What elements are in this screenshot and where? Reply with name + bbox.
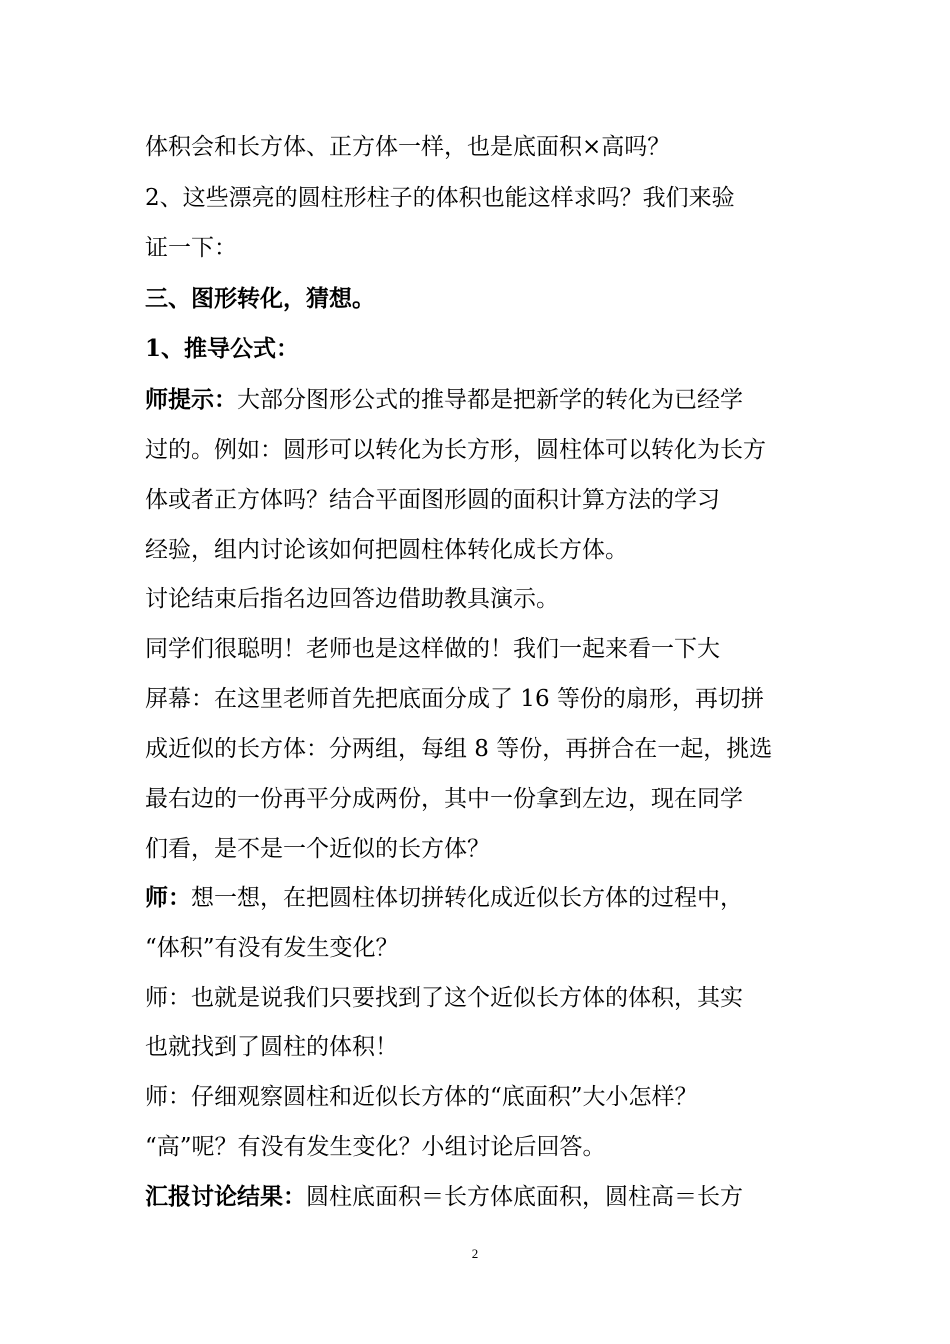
bold-lead: 汇报讨论结果： — [145, 1183, 306, 1210]
line-text: 同学们很聪明！老师也是这样做的！我们一起来看一下大 — [145, 636, 720, 662]
text-line — [145, 883, 815, 913]
bold-lead: 师： — [145, 884, 191, 911]
line-text: 过的。例如：圆形可以转化为长方形，圆柱体可以转化为长方 — [145, 437, 766, 463]
line-text: 2、这些漂亮的圆柱形柱子的体积也能这样求吗？我们来验 — [145, 185, 735, 211]
text-line — [145, 933, 815, 963]
text-line — [145, 132, 815, 162]
line-text: 屏幕：在这里老师首先把底面分成了 16 等份的扇形，再切拼 — [145, 686, 764, 712]
line-text: “高”呢？有没有发生变化？小组讨论后回答。 — [145, 1134, 606, 1160]
text-line — [145, 1182, 815, 1212]
text-line — [145, 435, 815, 465]
line-text: 体或者正方体吗？结合平面图形圆的面积计算方法的学习 — [145, 487, 720, 513]
line-text: 体积会和长方体、正方体一样，也是底面积×高吗？ — [145, 134, 671, 160]
line-text: 圆柱底面积＝长方体底面积，圆柱高＝长方 — [306, 1184, 743, 1210]
text-line — [145, 784, 815, 814]
line-text: 师：仔细观察圆柱和近似长方体的“底面积”大小怎样？ — [145, 1084, 698, 1110]
text-line — [145, 1132, 815, 1162]
text-line — [145, 684, 815, 714]
line-text: 证一下： — [145, 235, 237, 261]
text-line — [145, 1032, 815, 1062]
heading-text: 1、推导公式： — [145, 335, 300, 362]
section-heading — [145, 284, 815, 314]
text-line — [145, 983, 815, 1013]
line-text: 想一想，在把圆柱体切拼转化成近似长方体的过程中， — [191, 885, 743, 911]
bold-lead: 师提示： — [145, 386, 237, 413]
line-text: 最右边的一份再平分成两份，其中一份拿到左边，现在同学 — [145, 786, 743, 812]
text-line — [145, 385, 815, 415]
text-line — [145, 834, 815, 864]
line-text: 经验，组内讨论该如何把圆柱体转化成长方体。 — [145, 537, 628, 563]
line-text: 们看，是不是一个近似的长方体？ — [145, 836, 490, 862]
text-line — [145, 634, 815, 664]
page-number: 2 — [471, 1246, 479, 1261]
text-line — [145, 584, 815, 614]
text-line — [145, 485, 815, 515]
text-line — [145, 1082, 815, 1112]
text-line — [145, 233, 815, 263]
line-text: 也就找到了圆柱的体积！ — [145, 1034, 398, 1060]
text-line — [145, 535, 815, 565]
line-text: 成近似的长方体：分两组，每组 8 等份，再拼合在一起，挑选 — [145, 736, 773, 762]
heading-text: 三、图形转化，猜想。 — [145, 285, 375, 312]
line-text: 大部分图形公式的推导都是把新学的转化为已经学 — [237, 387, 743, 413]
line-text: “体积”有没有发生变化？ — [145, 935, 399, 961]
subsection-heading — [145, 334, 815, 364]
text-line — [145, 183, 815, 213]
text-line — [145, 734, 815, 764]
line-text: 讨论结束后指名边回答边借助教具演示。 — [145, 586, 559, 612]
line-text: 师：也就是说我们只要找到了这个近似长方体的体积，其实 — [145, 985, 743, 1011]
